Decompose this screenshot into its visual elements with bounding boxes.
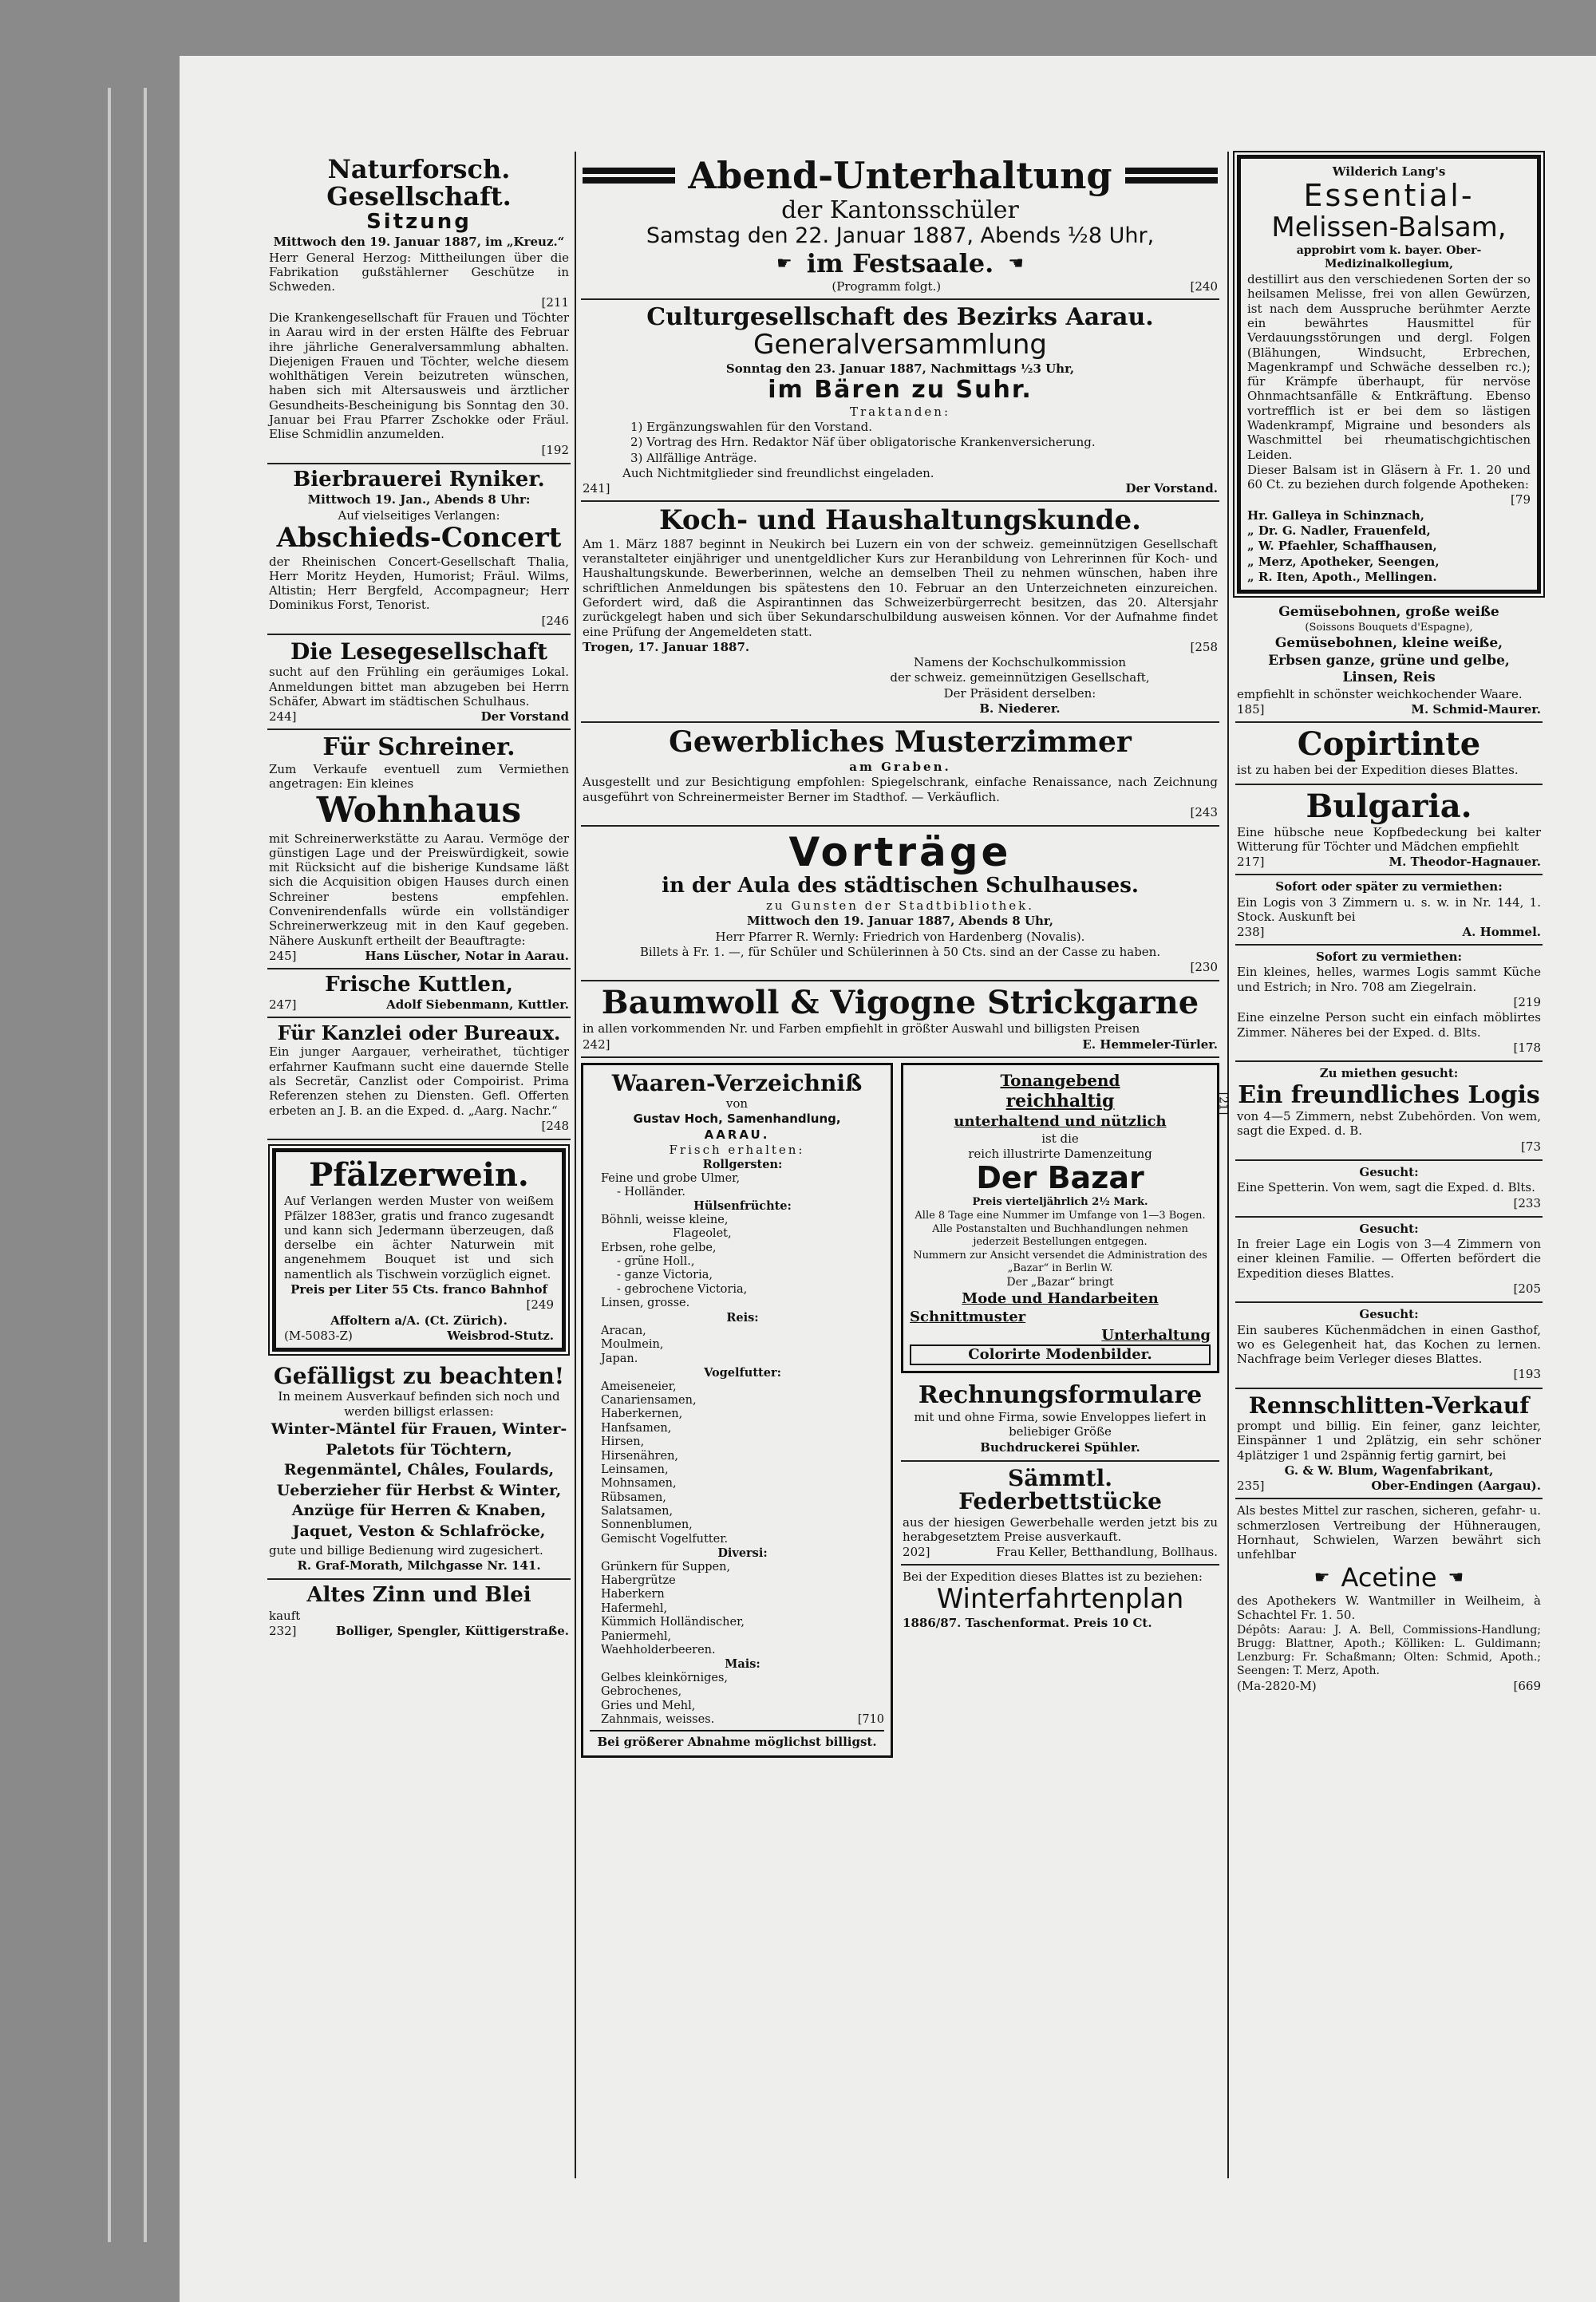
ad-date: Mittwoch den 19. Januar 1887, im „Kreuz.“ bbox=[273, 235, 565, 250]
ad-text: aus der hiesigen Gewerbehalle werden jetzt bis zu herabgesetztem Preise ausverkauft. bbox=[903, 1514, 1218, 1544]
ad-header: Naturforsch. Gesellschaft. bbox=[326, 154, 512, 211]
list-item: Gries und Mehl, bbox=[601, 1699, 696, 1712]
ad-number: [246 bbox=[541, 613, 569, 628]
list-heading: Rollgersten: bbox=[702, 1158, 783, 1172]
ad-name: Gustav Hoch, Samenhandlung, bbox=[633, 1112, 841, 1127]
ad-title: Vorträge bbox=[788, 829, 1012, 876]
ad-acetine bbox=[1235, 1499, 1543, 1698]
ad-schreiner bbox=[267, 730, 571, 969]
ad-text: In freier Lage ein Logis von 3—4 Zimmern von einer kleinen Familie. — Offerten befördert die Expedition dieses Blattes. bbox=[1237, 1237, 1541, 1281]
ad-melissen-balsam bbox=[1237, 155, 1541, 594]
ad-title: Rechnungsformulare bbox=[918, 1381, 1203, 1410]
ad-logis-1 bbox=[1235, 875, 1543, 946]
ad-footer bbox=[1237, 1679, 1541, 1693]
ad-signature: M. Schmid-Maurer. bbox=[1411, 702, 1541, 717]
ad-footer bbox=[1237, 1479, 1541, 1493]
pointing-hand-left-icon: ☚ bbox=[1008, 254, 1024, 274]
ad-title: Der Bazar bbox=[976, 1160, 1144, 1196]
ad-text: sucht auf den Frühling ein geräumiges Lokal. Anmeldungen bittet man abzugeben bei Herrn Schäfer, Abwart im städtischen Schulhaus. bbox=[269, 665, 569, 709]
ad-text: mit Schreinerwerkstätte zu Aarau. Vermöge der günstigen Lage und der Preiswürdigkeit, sowie mit Rücksicht auf die bisherige Kundsame läßt sich die Acquisition obigen Hauses durch einen Schreiner bestens empfehlen. Convenirendenfalls würde ein vollständiger Schreinerwerkzeug mit in den Kauf gegeben. Nähere Auskunft ertheilt der Beauftragte: bbox=[269, 831, 569, 948]
ad-text: Bei der Expedition dieses Blattes ist zu beziehen: bbox=[903, 1570, 1203, 1585]
ad-text: Nummern zur Ansicht versendet die Administration des „Bazar“ in Berlin W. bbox=[913, 1249, 1207, 1274]
ad-baumwoll bbox=[581, 981, 1219, 1057]
ad-number: [248 bbox=[541, 1118, 569, 1133]
ad-footer bbox=[269, 709, 569, 724]
ad-abend-unterhaltung bbox=[581, 152, 1219, 300]
ad-header: Gesucht: bbox=[1359, 1307, 1419, 1322]
ad-logis-2 bbox=[1235, 946, 1543, 1062]
ad-text: Ein sauberes Küchenmädchen in einen Gasthof, wo es Gelegenheit hat, das Kochen zu lernen. Nachfrage beim Verleger dieses Blattes. bbox=[1237, 1322, 1541, 1367]
ad-title: Ein freundliches Logis bbox=[1238, 1080, 1540, 1109]
ad-footer bbox=[583, 640, 1218, 654]
ad-footer bbox=[284, 1329, 554, 1343]
bazar-line: reichhaltig bbox=[1005, 1091, 1115, 1112]
ad-text: Als bestes Mittel zur raschen, sicheren, gefahr- u. schmerzlosen Vertreibung der Hühneraugen, Hornhaut, Schwielen, Warzen bewährt sich unfehlbar bbox=[1237, 1503, 1541, 1562]
list-item: - grüne Holl., bbox=[617, 1255, 695, 1269]
ad-number: [243 bbox=[1190, 804, 1218, 819]
pointing-hand-right-icon: ☛ bbox=[1314, 1567, 1330, 1588]
ad-number: [193 bbox=[1513, 1367, 1541, 1382]
ad-header: Für Schreiner. bbox=[322, 733, 516, 762]
ad-note: (Programm folgt.) bbox=[832, 278, 942, 294]
list-item: Mohnsamen, bbox=[601, 1477, 677, 1491]
ad-signature: Bolliger, Spengler, Küttigerstraße. bbox=[335, 1623, 569, 1638]
ad-number: [249 bbox=[526, 1297, 554, 1313]
ad-number: [21] bbox=[1216, 1092, 1230, 1115]
ad-number: 244] bbox=[269, 709, 297, 725]
pharmacy-item: „ Merz, Apotheker, Seengen, bbox=[1247, 554, 1440, 569]
list-item: Canariensamen, bbox=[601, 1393, 697, 1407]
bazar-item: Schnittmuster bbox=[910, 1308, 1026, 1325]
ad-beachten bbox=[267, 1360, 571, 1580]
list-last-row bbox=[601, 1713, 884, 1727]
ad-title: Winterfahrtenplan bbox=[936, 1583, 1184, 1616]
ad-text: Auf Verlangen werden Muster von weißem Pfälzer 1883er, gratis und franco zugesandt und kann sich Jedermann überzeugen, daß derselbe ein ächter Naturwein mit angenehmem Bouquet ist und sich namentlich als Tischwein vorzüglich eignet. bbox=[284, 1194, 554, 1281]
ad-naturforsch bbox=[267, 152, 571, 464]
ad-title: Baumwoll & Vigogne Strickgarne bbox=[601, 984, 1199, 1022]
ad-waaren-verzeichnis bbox=[581, 1063, 893, 1758]
list-item: Feine und grobe Ulmer, bbox=[601, 1171, 741, 1185]
ad-reference: (M-5083-Z) bbox=[284, 1328, 353, 1343]
ad-text: gute und billige Bedienung wird zugesichert. bbox=[269, 1542, 543, 1558]
ad-title: Bulgaria. bbox=[1306, 787, 1472, 825]
list-item: Erbsen, rohe gelbe, bbox=[601, 1241, 717, 1254]
pharmacy-item: „ R. Iten, Apoth., Mellingen. bbox=[1247, 569, 1437, 584]
list-heading: Hülsenfrüchte: bbox=[693, 1199, 792, 1214]
ad-text: Ausgestellt und zur Besichtigung empfohlen: Spiegelschrank, einfache Renaissance, nach Zeichnung ausgeführt von Schreinermeister Berner im Stadthof. — Verkäuflich. bbox=[583, 775, 1218, 804]
ad-number: [233 bbox=[1513, 1195, 1541, 1210]
ad-reference: (Ma-2820-M) bbox=[1237, 1679, 1317, 1694]
ad-text: Eine Spetterin. Von wem, sagt die Exped. d. Blts. bbox=[1237, 1180, 1535, 1195]
ad-header: Sofort zu vermiethen: bbox=[1315, 950, 1463, 965]
list-item: - ganze Victoria, bbox=[617, 1269, 713, 1282]
list-item: Zahnmais, weisses. bbox=[601, 1712, 715, 1726]
ad-number: [240 bbox=[1190, 278, 1218, 294]
ad-price: Preis per Liter 55 Cts. franco Bahnhof bbox=[290, 1281, 547, 1297]
ad-number: [73 bbox=[1521, 1139, 1541, 1154]
ad-signature: Der Vorstand. bbox=[1125, 481, 1218, 496]
ad-text: Billets à Fr. 1. —, für Schüler und Schülerinnen à 50 Cts. sind an der Casse zu haben. bbox=[639, 944, 1161, 959]
list-item: Paniermehl, bbox=[601, 1629, 672, 1643]
page-stack-edge bbox=[144, 88, 147, 2242]
ad-title: Acetine bbox=[1341, 1562, 1437, 1593]
ad-number: 241] bbox=[583, 481, 610, 496]
ad-subheader: Sitzung bbox=[366, 210, 472, 235]
ad-musterzimmer bbox=[581, 723, 1219, 827]
bazar-item: Colorirte Modenbilder. bbox=[910, 1344, 1211, 1365]
ad-text: der Rheinischen Concert-Gesellschaft Thalia, Herr Moritz Heyden, Humorist; Fräul. Wilms, Altistin; Herr Bergfeld, Accompagneur; Herr Dominikus Forst, Tenorist. bbox=[269, 554, 569, 613]
ad-number: 235] bbox=[1237, 1479, 1265, 1494]
ad-signature: Der Vorstand bbox=[480, 709, 569, 725]
ad-footer bbox=[583, 1037, 1218, 1052]
bazar-line: unterhaltend und nützlich bbox=[954, 1112, 1167, 1130]
ad-rechnungsformulare bbox=[901, 1378, 1219, 1461]
column-middle bbox=[581, 152, 1230, 1758]
ad-title: Essential- bbox=[1303, 178, 1475, 214]
ad-header: Gesucht: bbox=[1359, 1221, 1419, 1236]
ad-header: Gesucht: bbox=[1359, 1164, 1419, 1179]
list-item: Moulmein, bbox=[601, 1338, 664, 1352]
list-item: Sonnenblumen, bbox=[601, 1518, 693, 1532]
ad-number: [710 bbox=[857, 1712, 885, 1726]
ad-lesegesellschaft bbox=[267, 635, 571, 730]
list-heading: Reis: bbox=[726, 1310, 759, 1325]
ad-rennschlitten bbox=[1235, 1389, 1543, 1500]
ad-der-bazar bbox=[901, 1063, 1230, 1374]
ad-title: Copirtinte bbox=[1297, 725, 1481, 764]
ad-item: Gemüsebohnen, kleine weiße, bbox=[1274, 634, 1503, 651]
list-item: Hanfsamen, bbox=[601, 1421, 672, 1435]
ad-item-note: (Soissons Bouquets d'Espagne), bbox=[1305, 622, 1473, 634]
ad-header: Gefälligst zu beachten! bbox=[273, 1362, 565, 1389]
ad-item: Erbsen ganze, grüne und gelbe, bbox=[1268, 652, 1510, 669]
ad-number: 247] bbox=[269, 997, 297, 1013]
column-left bbox=[267, 152, 571, 1643]
ad-footer bbox=[1237, 855, 1541, 869]
ad-kanzlei bbox=[267, 1018, 571, 1140]
ad-note: Auch Nichtmitglieder sind freundlichst eingeladen. bbox=[622, 465, 934, 480]
ad-text: kauft bbox=[269, 1608, 301, 1623]
ad-subtext: Frisch erhalten: bbox=[669, 1143, 805, 1157]
ad-winterfahrtenplan bbox=[901, 1566, 1219, 1636]
ad-title-2: Melissen-Balsam, bbox=[1271, 211, 1507, 244]
ad-agenda-title: Traktanden: bbox=[849, 404, 951, 419]
ad-signature: Ober-Endingen (Aargau). bbox=[1371, 1479, 1541, 1494]
ad-date: Samstag den 22. Januar 1887, Abends ½8 Uhr, bbox=[646, 223, 1155, 248]
list-item: Flageolet, bbox=[673, 1227, 732, 1241]
ad-text: destillirt aus den verschiedenen Sorten der so heilsamen Melisse, frei von allen Gewürzen, ist nach dem Ausspruche berühmter Aerzte ein bewährtes Hausmittel für Verdauungsstörungen und dergl. Folgen (Blähungen, Windsucht, Erbrechen, Magenkrampf und Schwäche desselben rc.); für Krämpfe überhaupt, für nervöse Ohnmachtsanfälle & Entkräftung. Ebenso vortrefflich ist er bei dem so lästigen Wadenkrampf, Migraine und besonders als Waschmittel bei rheumatischgichtischen Leiden. bbox=[1247, 272, 1531, 462]
ad-speaker: Herr Pfarrer R. Wernly: Friedrich von Hardenberg (Novalis). bbox=[715, 929, 1085, 944]
ad-signature: A. Hommel. bbox=[1462, 925, 1541, 940]
ad-number: [192 bbox=[541, 442, 569, 457]
ad-number: 245] bbox=[269, 948, 297, 963]
list-item: Hafermehl, bbox=[601, 1601, 668, 1615]
ad-header: Sofort oder später zu vermiethen: bbox=[1275, 879, 1503, 894]
ad-title: Altes Zinn und Blei bbox=[306, 1583, 531, 1608]
ad-signature: Buchdruckerei Spühler. bbox=[980, 1439, 1140, 1455]
ad-date: Mittwoch den 19. Januar 1887, Abends 8 Uhr, bbox=[747, 914, 1053, 929]
ad-zinn bbox=[267, 1580, 571, 1643]
list-item: - Holländer. bbox=[617, 1186, 685, 1199]
ad-price: Preis vierteljährlich 2½ Mark. bbox=[972, 1196, 1148, 1209]
ad-header: Bierbrauerei Ryniker. bbox=[293, 467, 545, 492]
ad-title: Frische Kuttlen, bbox=[325, 972, 513, 997]
title-rule bbox=[1125, 164, 1218, 187]
ad-subtitle: in der Aula des städtischen Schulhauses. bbox=[662, 873, 1139, 898]
list-item: Linsen, grosse. bbox=[601, 1297, 690, 1310]
list-item: - gebrochene Victoria, bbox=[617, 1282, 748, 1296]
ad-gesucht-3 bbox=[1235, 1303, 1543, 1388]
ad-item: Gemüsebohnen, große weiße bbox=[1278, 604, 1499, 621]
ad-title: Rennschlitten-Verkauf bbox=[1248, 1392, 1530, 1419]
pharmacy-item: „ Dr. G. Nadler, Frauenfeld, bbox=[1247, 523, 1431, 539]
ad-number: [205 bbox=[1513, 1281, 1541, 1296]
bazar-line: reich illustrirte Damenzeitung bbox=[968, 1147, 1152, 1162]
ad-text: In meinem Ausverkauf befinden sich noch und werden billigst erlassen: bbox=[278, 1389, 560, 1419]
ad-bierbrauerei bbox=[267, 464, 571, 635]
ad-text: mit und ohne Firma, sowie Enveloppes liefert in beliebiger Größe bbox=[914, 1409, 1207, 1439]
ad-place: im Bären zu Suhr. bbox=[768, 376, 1033, 405]
ad-footer bbox=[1237, 702, 1541, 717]
ad-signature: R. Graf-Morath, Milchgasse Nr. 141. bbox=[297, 1558, 541, 1573]
ad-signature: E. Hemmeler-Türler. bbox=[1082, 1036, 1218, 1052]
ad-culturgesellschaft bbox=[581, 300, 1219, 502]
ad-text: in allen vorkommenden Nr. und Farben empfiehlt in größter Auswahl und billigsten Preisen bbox=[583, 1021, 1140, 1036]
ad-footer bbox=[269, 997, 569, 1012]
ad-gesucht-1 bbox=[1235, 1161, 1543, 1218]
ad-subtext: Auf vielseitiges Verlangen: bbox=[338, 507, 500, 523]
ad-gemuesebohnen bbox=[1235, 600, 1543, 723]
ad-signature: Frau Keller, Betthandlung, Bollhaus. bbox=[996, 1545, 1218, 1560]
ad-number: [219 bbox=[1513, 995, 1541, 1010]
agenda-item: 1) Ergänzungswahlen für den Vorstand. bbox=[630, 420, 872, 435]
list-heading: Mais: bbox=[725, 1657, 760, 1672]
ad-number: 202] bbox=[903, 1545, 930, 1560]
ad-items: Winter-Mäntel für Frauen, Winter-Paletots für Töchtern, Regenmäntel, Châles, Foulards, Ueberzieher für Herbst & Winter, Anzüge für Herren & Knaben, Jaquet, Veston & Schlafröcke, bbox=[271, 1420, 567, 1541]
ad-gesucht-2 bbox=[1235, 1218, 1543, 1303]
ad-number: [669 bbox=[1513, 1679, 1541, 1694]
list-item: Ameiseneier, bbox=[601, 1380, 677, 1393]
list-item: Haberkern bbox=[601, 1588, 665, 1601]
ad-copirtinte bbox=[1235, 723, 1543, 784]
list-item: Rübsamen, bbox=[601, 1491, 666, 1504]
ad-subtitle: der Kantonsschüler bbox=[781, 196, 1019, 225]
ad-depots: Dépôts: Aarau: J. A. Bell, Commissions-Handlung; Brugg: Blattner, Apoth.; Kölliken: L. Guldimann; Lenzburg: Fr. Schaßmann; Olten: Schmid, Apoth.; Seengen: T. Merz, Apoth. bbox=[1237, 1623, 1541, 1677]
ad-title: Generalversammlung bbox=[753, 329, 1047, 361]
ad-footer bbox=[1237, 925, 1541, 939]
ad-signature-line: Namens der Kochschulkommission bbox=[913, 654, 1127, 669]
list-item: Kümmich Holländischer, bbox=[601, 1616, 745, 1629]
ad-header: Culturgesellschaft des Bezirks Aarau. bbox=[646, 302, 1154, 331]
list-item: Grünkern für Suppen, bbox=[601, 1560, 731, 1573]
ad-title: Wohnhaus bbox=[316, 790, 522, 831]
list-item: Waehholderbeeren. bbox=[601, 1643, 716, 1656]
list-item: Hirsenähren, bbox=[601, 1449, 679, 1463]
page-stack-edge bbox=[108, 88, 111, 2242]
ad-footer bbox=[269, 1624, 569, 1638]
pharmacy-item: „ W. Pfaehler, Schaffhausen, bbox=[1247, 539, 1437, 554]
ad-pfaelzerwein bbox=[272, 1148, 566, 1352]
ad-number: [178 bbox=[1513, 1040, 1541, 1055]
ad-place: im Festsaale. bbox=[806, 248, 994, 279]
bazar-line: Tonangebend bbox=[1000, 1070, 1120, 1090]
ad-subtext: approbirt vom k. bayer. Ober-Medizinalkollegium, bbox=[1296, 243, 1482, 270]
ad-subheader: am Graben. bbox=[849, 759, 951, 774]
ad-header: Zu miethen gesucht: bbox=[1319, 1066, 1459, 1081]
ad-text: Eine einzelne Person sucht ein einfach möblirtes Zimmer. Näheres bei der Exped. d. Blts. bbox=[1237, 1010, 1541, 1040]
ad-text: Zum Verkaufe eventuell zum Vermiethen angetragen: Ein kleines bbox=[269, 761, 569, 792]
ad-address: Affoltern a/A. (Ct. Zürich). bbox=[330, 1313, 508, 1328]
ad-place-date: Trogen, 17. Januar 1887. bbox=[583, 639, 750, 654]
ad-text: von 4—5 Zimmern, nebst Zubehörden. Von wem, sagt die Exped. d. B. bbox=[1237, 1109, 1541, 1139]
ad-date: Sonntag den 23. Januar 1887, Nachmittags ½3 Uhr, bbox=[725, 361, 1075, 376]
ad-signature-line: der schweiz. gemeinnützigen Gesellschaft, bbox=[890, 670, 1150, 685]
ad-federbettstuecke bbox=[901, 1462, 1219, 1566]
list-item: Aracan, bbox=[601, 1324, 646, 1337]
ad-date: Mittwoch 19. Jan., Abends 8 Uhr: bbox=[307, 492, 531, 507]
ad-header: Für Kanzlei oder Bureaux. bbox=[277, 1021, 561, 1045]
ad-title: Waaren-Verzeichniß bbox=[611, 1069, 863, 1096]
ad-text: Der „Bazar“ bringt bbox=[1006, 1275, 1114, 1289]
list-item: Salatsamen, bbox=[601, 1505, 674, 1518]
ad-signature: M. Theodor-Hagnauer. bbox=[1389, 855, 1541, 870]
ad-number: [258 bbox=[1190, 639, 1218, 654]
ad-header: Gewerbliches Musterzimmer bbox=[669, 725, 1132, 760]
ad-number: 238] bbox=[1237, 925, 1265, 940]
ad-signature: Hans Lüscher, Notar in Aarau. bbox=[365, 948, 569, 963]
ad-header: Koch- und Haushaltungskunde. bbox=[659, 504, 1141, 537]
ad-number: 185] bbox=[1237, 702, 1265, 717]
ad-signature: Adolf Siebenmann, Kuttler. bbox=[386, 997, 569, 1013]
list-item: Gemischt Vogelfutter. bbox=[601, 1532, 729, 1546]
ad-text: ist zu haben bei der Expedition dieses Blattes. bbox=[1237, 763, 1519, 778]
ad-text: Am 1. März 1887 beginnt in Neukirch bei Luzern ein von der schweiz. gemeinnützigen Gesellschaft veranstalteter einjähriger und unentgeldlicher Kurs zur Heranbildung von Lehrerinnen für Koch- und Haushaltungskunde. Bewerberinnen, welche an demselben Theil zu nehmen wünschen, haben ihre schriftlichen Anmeldungen bis spätestens den 10. Februar an den Unterzeichneten einzureichen. Gefordert wird, daß die Aspirantinnen das Schweizerbürgerrecht besitzen, das 20. Altersjahr zurückgelegt haben und sich über Sekundarschulbildung ausweisen können. Vor der Aufnahme findet eine Prüfung der Angemeldeten statt. bbox=[583, 536, 1218, 639]
ad-header: Die Lesegesellschaft bbox=[290, 638, 548, 665]
bazar-line: ist die bbox=[1041, 1131, 1079, 1146]
ad-number: 242] bbox=[583, 1036, 610, 1052]
title-rule bbox=[583, 164, 675, 187]
ad-text: Eine hübsche neue Kopfbedeckung bei kalter Witterung für Töchter und Mädchen empfiehlt bbox=[1237, 824, 1541, 854]
column-right bbox=[1235, 152, 1543, 1698]
ad-text: Die Krankengesellschaft für Frauen und Töchter in Aarau wird in der ersten Hälfte des Februar ihre jährliche Generalversammlung abhalten. Diejenigen Frauen und Töchter, welche diesem wohlthätigen Verein beizutreten wünschen, haben sich mit Altersausweis und ärztlicher Gesundheits-Bescheinigung bis Sonntag den 30. Januar bei Frau Pfarrer Zschokke oder Fräul. Elise Schmidlin anzumelden. bbox=[269, 310, 569, 442]
ad-vortraege bbox=[581, 827, 1219, 981]
pharmacy-item: Hr. Galleya in Schinznach, bbox=[1247, 507, 1424, 523]
bazar-item: Unterhaltung bbox=[1101, 1326, 1211, 1344]
ad-footer bbox=[583, 481, 1218, 496]
ad-title: Abend-Unterhaltung bbox=[688, 154, 1112, 197]
ad-title: Sämmtl. Federbettstücke bbox=[958, 1464, 1162, 1515]
ad-footer bbox=[583, 279, 1218, 294]
ad-footer: 1886/87. Taschenformat. Preis 10 Ct. bbox=[903, 1616, 1152, 1631]
ad-brand: Wilderich Lang's bbox=[1332, 164, 1446, 179]
list-item: Gebrochenes, bbox=[601, 1685, 682, 1699]
ad-text: Herr General Herzog: Mittheilungen über die Fabrikation gußstählerner Geschütze in Schweden. bbox=[269, 250, 569, 294]
ad-item: Linsen, Reis bbox=[1342, 669, 1436, 686]
ad-footer bbox=[903, 1545, 1218, 1559]
ad-text: Ein kleines, helles, warmes Logis sammt Küche und Estrich; in Nro. 708 am Ziegelrain. bbox=[1237, 965, 1541, 994]
ad-city: AARAU. bbox=[704, 1127, 770, 1142]
ad-text: Dieser Balsam ist in Gläsern à Fr. 1. 20 und 60 Ct. zu beziehen durch folgende Apotheken: bbox=[1247, 462, 1531, 492]
ad-title: Abschieds-Concert bbox=[276, 521, 562, 554]
ad-bulgaria bbox=[1235, 785, 1543, 876]
ad-logis-3 bbox=[1235, 1062, 1543, 1161]
list-item: Leinsamen, bbox=[601, 1463, 669, 1476]
ad-number: [79 bbox=[1511, 492, 1531, 507]
column-rule bbox=[575, 152, 576, 2178]
ad-number: [211 bbox=[541, 294, 569, 310]
column-rule bbox=[1227, 152, 1229, 2178]
ad-text: prompt und billig. Ein feiner, ganz leichter, Einspänner 1 und 2plätzig, ein sehr schöner 4plätziger 1 und 2spännig fertig garnirt, bei bbox=[1237, 1419, 1541, 1463]
pointing-hand-right-icon: ☛ bbox=[776, 254, 792, 274]
list-item: Japan. bbox=[601, 1352, 638, 1365]
ad-kuttlen bbox=[267, 969, 571, 1018]
agenda-item: 2) Vortrag des Hrn. Redaktor Näf über obligatorische Krankenversicherung. bbox=[630, 435, 1096, 450]
ad-text: Alle 8 Tage eine Nummer im Umfange von 1—3 Bogen. bbox=[915, 1210, 1206, 1222]
ad-footer: Bei größerer Abnahme möglichst billigst. bbox=[590, 1730, 884, 1749]
ad-von: von bbox=[725, 1096, 749, 1112]
list-item: Habergrütze bbox=[601, 1574, 676, 1588]
list-item: Gelbes kleinkörniges, bbox=[601, 1671, 729, 1684]
ad-text: Ein Logis von 3 Zimmern u. s. w. in Nr. 144, 1. Stock. Auskunft bei bbox=[1237, 894, 1541, 924]
middle-split bbox=[581, 1058, 1230, 1758]
agenda-item: 3) Allfällige Anträge. bbox=[630, 450, 757, 465]
list-item: Böhnli, weisse kleine, bbox=[601, 1213, 729, 1226]
pointing-hand-left-icon: ☚ bbox=[1448, 1567, 1464, 1588]
ad-number: [230 bbox=[1190, 960, 1218, 975]
ad-kochkunde bbox=[581, 502, 1219, 723]
list-item: Hirsen, bbox=[601, 1435, 645, 1449]
ad-text: Ein junger Aargauer, verheirathet, tüchtiger erfahrner Kaufmann sucht eine dauernde Stelle als Secretär, Canzlist oder Compoirist. Prima Referenzen stehen zu Diensten. Gefl. Offerten erbeten an J. B. an die Exped. d. „Aarg. Nachr.“ bbox=[269, 1044, 569, 1118]
ad-number: 217] bbox=[1237, 855, 1265, 870]
ad-number: 232] bbox=[269, 1623, 297, 1638]
ad-signature-line: Der Präsident derselben: bbox=[943, 685, 1096, 701]
ad-title: Pfälzerwein. bbox=[309, 1156, 529, 1194]
ad-text: des Apothekers W. Wantmiller in Weilheim, à Schachtel Fr. 1. 50. bbox=[1237, 1593, 1541, 1623]
product-list bbox=[590, 1158, 884, 1727]
list-item: Haberkernen, bbox=[601, 1408, 683, 1421]
list-heading: Diversi: bbox=[717, 1546, 768, 1561]
ad-signature: B. Niederer. bbox=[979, 701, 1061, 716]
ad-text: empfiehlt in schönster weichkochender Waare. bbox=[1237, 687, 1523, 702]
ad-text: Alle Postanstalten und Buchhandlungen nehmen jederzeit Bestellungen entgegen. bbox=[932, 1223, 1188, 1248]
ad-subtext: zu Gunsten der Stadtbibliothek. bbox=[765, 898, 1034, 913]
ad-signature: Weisbrod-Stutz. bbox=[447, 1328, 554, 1343]
ad-signature: G. & W. Blum, Wagenfabrikant, bbox=[1284, 1463, 1494, 1479]
bazar-item: Mode und Handarbeiten bbox=[962, 1289, 1159, 1307]
list-heading: Vogelfutter: bbox=[704, 1366, 781, 1380]
ad-footer bbox=[269, 949, 569, 963]
middle-right-stack bbox=[901, 1063, 1230, 1758]
